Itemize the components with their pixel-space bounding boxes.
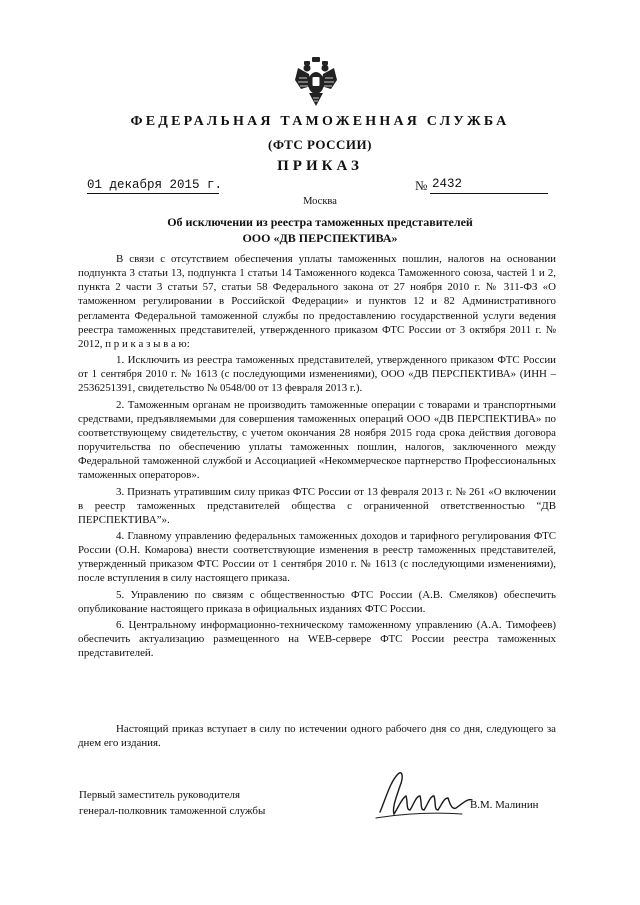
body-paragraph-6: 6. Центральному информационно-техническому таможенному управлению (А.А. Тимофеев) обеспечить актуализацию размещенного на WEB-сервере ФТС России реестра таможенных представителей. [78,618,556,660]
signatory-position [79,788,265,819]
document-title [0,214,640,246]
document-body [78,252,556,662]
document-date: 01 декабря 2015 г. [87,178,223,192]
handwritten-signature-icon [372,768,476,824]
signatory-name: В.М. Малинин [470,799,539,811]
document-title-line-1: Об исключении из реестра таможенных представителей [167,215,473,229]
document-type: ПРИКАЗ [277,158,363,174]
body-paragraph-preamble: В связи с отсутствием обеспечения уплаты таможенных пошлин, налогов на основании подпункта 3 статьи 13, подпункта 1 статьи 14 Таможенного кодекса Таможенного союза, частей 1 и 2, пункта 2 части 3 статьи 57, статьи 58 Федерального закона от 27 ноября 2010 г. № 311-ФЗ «О таможенном регулировании в Российской Федерации» и пунктов 12 и 82 Административного регламента Федеральной таможенной службы по предоставлению государственной услуги ведения реестра таможенных представителей, утвержденного приказом ФТС России от 3 октября 2011 г. № 2012, п р и к а з ы в а ю: [78,253,556,350]
body-paragraph-5: 5. Управлению по связям с общественностью ФТС России (А.В. Смеляков) обеспечить опубликование настоящего приказа в официальных изданиях ФТС России. [78,588,556,615]
signatory-position-line-2: генерал-полковник таможенной службы [79,804,266,817]
signatory-position-line-1: Первый заместитель руководителя [79,789,240,801]
body-paragraph-1: 1. Исключить из реестра таможенных представителей, утвержденного приказом ФТС России от 1 сентября 2010 г. № 1613 (с последующими изменениями), ООО «ДВ ПЕРСПЕКТИВА» (ИНН – 2536251391, свидетельство № 0548/00 от 13 февраля 2013 г.). [78,354,556,395]
organization-name: ФЕДЕРАЛЬНАЯ ТАМОЖЕННАЯ СЛУЖБА [130,114,510,129]
document-number: 2432 [432,177,463,191]
number-underline [430,193,548,194]
double-headed-eagle-emblem-icon [293,56,339,108]
document-title-line-2: ООО «ДВ ПЕРСПЕКТИВА» [242,231,398,245]
organization-short-name: (ФТС РОССИИ) [268,137,372,152]
body-paragraph-3: 3. Признать утратившим силу приказ ФТС России от 13 февраля 2013 г. № 261 «О включении в реестр таможенных представителей общества с ограниченной ответственностью “ДВ ПЕРСПЕКТИВА”». [78,485,556,526]
body-paragraph-2: 2. Таможенным органам не производить таможенные операции с товарами и транспортными средствами, предъявляемыми для совершения таможенных операций ООО «ДВ ПЕРСПЕКТИВА» по соответствующему свидетельству, с учетом окончания 28 ноября 2015 года срока действия договора поручительства по обеспечению уплаты таможенных пошлин, налогов, заключенного между Федеральной таможенной службой и Ассоциацией «Некоммерческое партнерство Профессиональных таможенных операторов». [78,398,556,482]
number-sign: № [415,178,428,193]
document-city: Москва [303,196,337,207]
body-paragraph-4: 4. Главному управлению федеральных таможенных доходов и тарифного регулирования ФТС России (О.Н. Комарова) внести соответствующие изменения в реестр таможенных представителей, утвержденный приказом ФТС России от 1 сентября 2010 г. № 1613 (с последующими изменениями), после вступления в силу настоящего приказа. [78,529,556,585]
body-paragraph-final: Настоящий приказ вступает в силу по истечении одного рабочего дня со дня, следующего за днем его издания. [78,723,556,750]
